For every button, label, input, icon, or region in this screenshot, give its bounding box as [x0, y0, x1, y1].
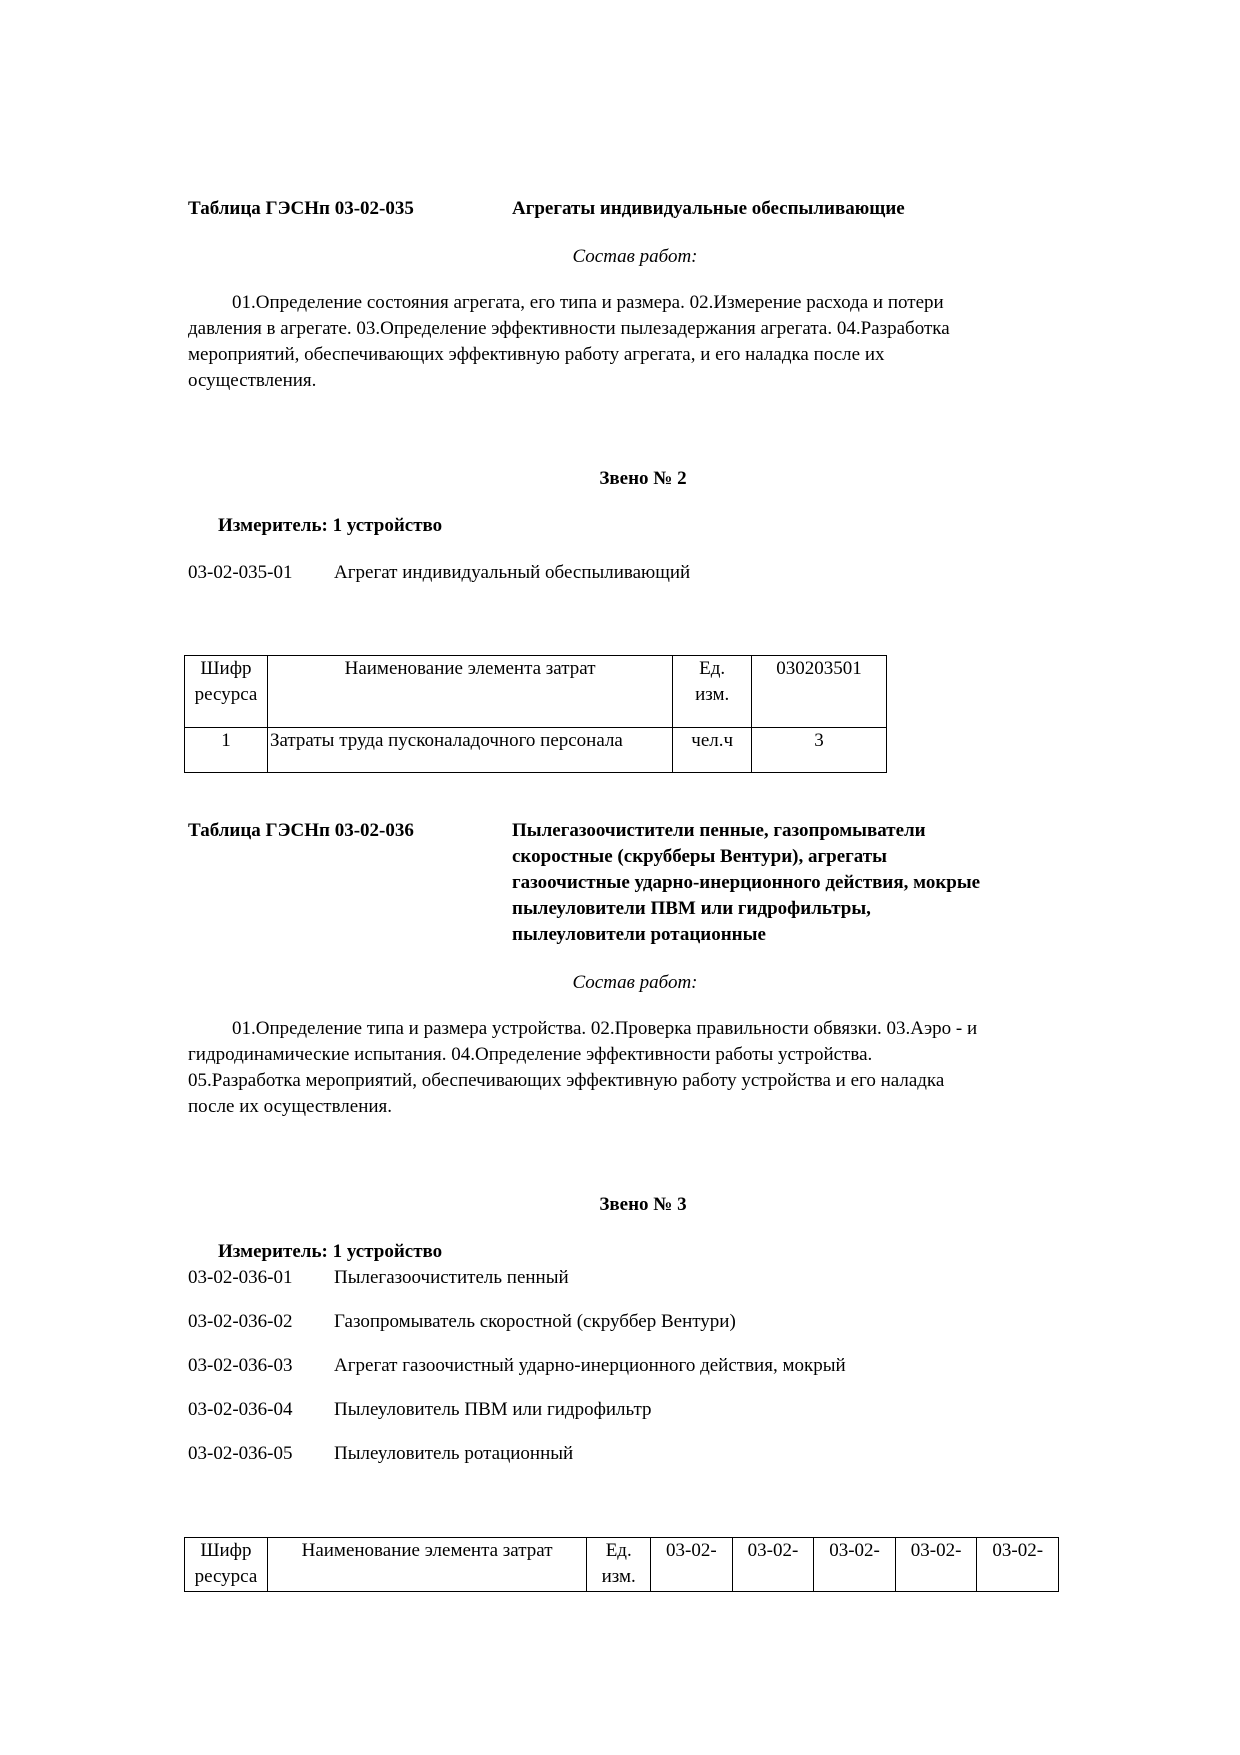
work-line: давления в агрегате. 03.Определение эффективности пылезадержания агрегата. 04.Разработка — [188, 318, 950, 339]
title-line: газоочистные ударно-инерционного действия, мокрые — [512, 872, 981, 893]
header-text: изм. — [601, 1566, 636, 1587]
title-line: пылеуловители ротационные — [512, 924, 766, 945]
header-cell — [673, 656, 752, 728]
header-text: 03-02- — [829, 1540, 880, 1561]
composition-heading-2: Состав работ: — [572, 972, 698, 993]
work-line: 01.Определение состояния агрегата, его типа и размера. 02.Измерение расхода и потери — [232, 292, 944, 313]
work-line: гидродинамические испытания. 04.Определение эффективности работы устройства. — [188, 1044, 873, 1065]
composition-heading-1: Состав работ: — [572, 246, 698, 267]
resource-table-1 — [184, 655, 887, 773]
header-text: 03-02- — [747, 1540, 799, 1561]
cell: Затраты труда пусконаладочного персонала — [267, 728, 672, 773]
item-name: Агрегат индивидуальный обеспыливающий — [334, 562, 691, 583]
header-text: 03-02- — [666, 1540, 717, 1561]
header-text: Ед. — [605, 1540, 632, 1561]
header-cell — [977, 1538, 1059, 1592]
table-title-1: Агрегаты индивидуальные обеспыливающие — [512, 198, 905, 219]
title-line: скоростные (скрубберы Вентури), агрегаты — [512, 846, 887, 867]
table-header-row — [185, 656, 887, 728]
table-row — [185, 728, 887, 773]
resource-table-2 — [184, 1537, 1059, 1592]
table-title-2 — [512, 818, 980, 948]
item-code: 03-02-036-04 — [188, 1399, 293, 1420]
header-text: Наименование элемента затрат — [344, 658, 596, 679]
item-code: 03-02-036-03 — [188, 1355, 293, 1376]
item-code: 03-02-036-02 — [188, 1311, 293, 1332]
meter-1: Измеритель: 1 устройство — [218, 515, 443, 536]
header-cell — [895, 1538, 977, 1592]
header-cell — [267, 656, 672, 728]
item-code: 03-02-035-01 — [188, 562, 293, 583]
header-cell — [732, 1538, 814, 1592]
table-label-1: Таблица ГЭСНп 03-02-035 — [188, 198, 414, 219]
header-text: 030203501 — [776, 658, 862, 679]
item-name: Газопромыватель скоростной (скруббер Вентури) — [334, 1311, 736, 1332]
header-cell — [267, 1538, 586, 1592]
table-header-row — [185, 1538, 1059, 1592]
header-text: ресурса — [194, 1566, 258, 1587]
table-label-2: Таблица ГЭСНп 03-02-036 — [188, 820, 414, 841]
header-text: изм. — [695, 684, 730, 705]
header-cell — [185, 656, 268, 728]
header-text: 03-02- — [992, 1540, 1044, 1561]
cell: чел.ч — [673, 728, 752, 773]
title-line: пылеуловители ПВМ или гидрофильтры, — [512, 898, 871, 919]
header-cell — [651, 1538, 733, 1592]
header-cell — [814, 1538, 896, 1592]
meter-2: Измеритель: 1 устройство — [218, 1241, 443, 1262]
item-name: Агрегат газоочистный ударно-инерционного действия, мокрый — [334, 1355, 846, 1376]
cell: 1 — [185, 728, 268, 773]
header-cell — [587, 1538, 651, 1592]
item-name: Пылеуловитель ротационный — [334, 1443, 574, 1464]
work-description-1 — [188, 290, 950, 394]
header-text: 03-02- — [910, 1540, 962, 1561]
header-text: ресурса — [194, 684, 258, 705]
header-text: Наименование элемента затрат — [301, 1540, 553, 1561]
title-line: Пылегазоочистители пенные, газопромыватели — [512, 820, 926, 841]
cell: 3 — [752, 728, 887, 773]
item-name: Пылегазоочиститель пенный — [334, 1267, 569, 1288]
header-cell — [185, 1538, 268, 1592]
item-name: Пылеуловитель ПВМ или гидрофильтр — [334, 1399, 652, 1420]
link-heading-2: Звено № 3 — [599, 1194, 687, 1215]
work-description-2 — [188, 1016, 977, 1120]
header-text: Шифр — [200, 658, 252, 679]
work-line: осуществления. — [188, 370, 317, 391]
work-line: 01.Определение типа и размера устройства. 02.Проверка правильности обвязки. 03.Аэро - и — [232, 1018, 978, 1039]
work-line: 05.Разработка мероприятий, обеспечивающих эффективную работу устройства и его наладка — [188, 1070, 945, 1091]
work-line: мероприятий, обеспечивающих эффективную работу агрегата, и его наладка после их — [188, 344, 885, 365]
work-line: после их осуществления. — [188, 1096, 393, 1117]
header-cell — [752, 656, 887, 728]
header-text: Ед. — [699, 658, 726, 679]
item-code: 03-02-036-01 — [188, 1267, 293, 1288]
item-code: 03-02-036-05 — [188, 1443, 293, 1464]
header-text: Шифр — [200, 1540, 252, 1561]
link-heading-1: Звено № 2 — [599, 468, 687, 489]
